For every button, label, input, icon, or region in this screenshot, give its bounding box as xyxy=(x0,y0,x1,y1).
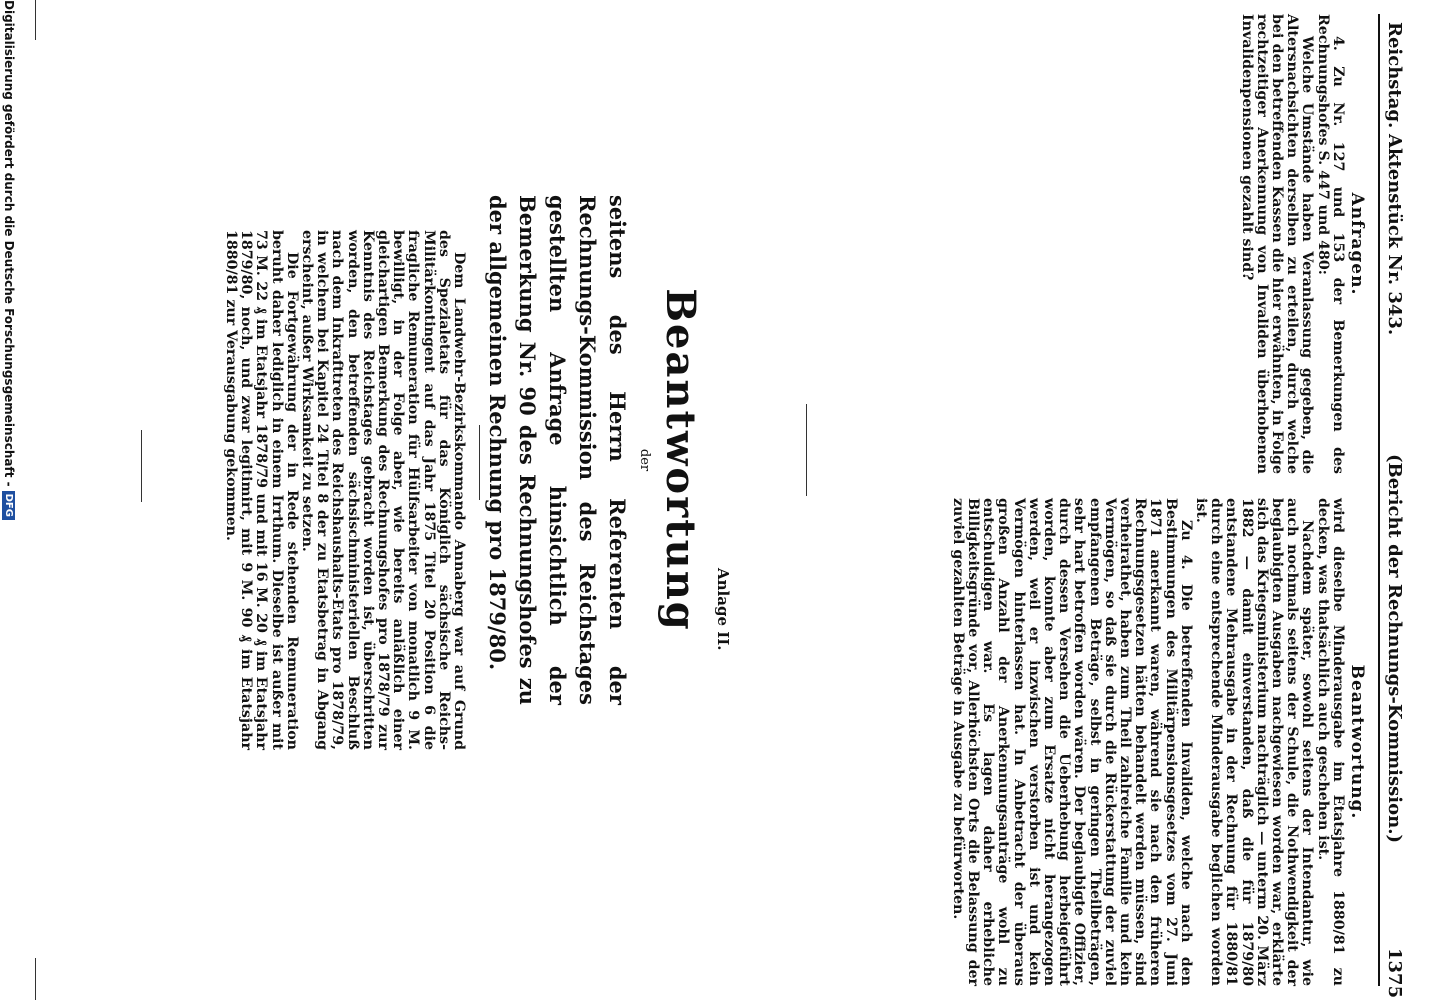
right-column xyxy=(949,498,1367,986)
page-number: 1375 xyxy=(1384,948,1405,999)
right-paragraph: wird dieselbe Minderausgabe im Etatsjahre 1880/81 zu decken, was thatsächlich auch geschehen ist. xyxy=(1314,498,1346,986)
anlage-title: Beantwortung xyxy=(657,288,704,632)
divider-rule xyxy=(479,425,480,500)
divider-rule xyxy=(141,430,142,502)
left-paragraph: 4. Zu Nr. 127 und 153 der Bemerkungen des Rechnungshofes S. 447 und 480: xyxy=(1314,14,1346,474)
header-left: Reichstag. xyxy=(1384,22,1405,129)
dfg-logo-icon: DFG xyxy=(2,491,15,520)
left-column xyxy=(1238,14,1367,474)
divider-rule xyxy=(806,404,807,496)
corner-rule xyxy=(35,958,36,1000)
right-paragraph: Zu 4. Die betreffenden Invaliden, welche nach den Bestimmungen des Militärpensionsgesetzes vom 27. Juni 1871 anerkannt waren, während sie nach den früheren Rechnungsgesetzen hätten behandelt werden müssen, sind verheirathet, haben zum Theil zahlreiche Familie und kein Vermögen, so daß sie durch die Rückerstattung der zuviel empfangenen Beträge, selbst in geringen Theilbeträgen, sehr hart betroffen worden wären. Der beglaubigte Offizier, durch dessen Versehen die Ueberhebung herbeigeführt worden, konnte aber zum Ersatze nicht herangezogen werden, weil er inzwischen verstorben ist und kein Vermögen hinterlassen hat. In Anbetracht der überaus großen Anzahl der Anerkennungsanträge wohl zu entschuldigen war. Es lagen daher erhebliche Billigkeitsgründe vor, Allerhöchsten Orts die Belassung der zuviel gezahlten Beträge in Ausgabe zu befürworten. xyxy=(949,498,1194,986)
left-paragraph: Welche Umstände haben Veranlassung gegeben, die Altersnachsichten derselben zu erteilen, durch welche bei den betreffenden Kassen die hier erwähnten, in Folge rechtzeitiger Anerkennung von Invaliden überhobenen Invalidenpensionen gezahlt sind? xyxy=(1238,14,1316,474)
anlage-body xyxy=(223,230,466,750)
corner-rule xyxy=(35,0,36,40)
header-right-paren: (Bericht der Rechnungs-Kommission.) xyxy=(1384,454,1405,843)
digitization-footer xyxy=(2,0,16,1000)
anlage-subtitle: seitens des Herrn Referenten der Rechnungs-Kommission des Reichstages gestellten Anfrage hinsichtlich der Bemerkung Nr. 90 des Rechnungshofes zu der allgemeinen Rechnung pro 1879/80. xyxy=(485,195,630,705)
anlage-label: Anlage II. xyxy=(714,568,732,651)
header-center: Aktenstück Nr. 343. xyxy=(1384,134,1405,336)
anlage-der: der xyxy=(637,448,652,472)
anlage-paragraph: Die Fortgewährung der in Rede stehenden Remuneration beruht daher lediglich in einem Irrthum. Dieselbe ist außer mit 73 M. 22 ₰ im Etatsjahr 1878/79 und mit 16 M. 20 ₰ im Etatsjahr 1879/80, noch, und zwar legitimirt, mit 9 M. 90 ₰ im Etatsjahr 1880/81 zur Verausgabung gekommen. xyxy=(222,230,300,750)
left-column-heading: Anfragen. xyxy=(1347,192,1367,296)
right-paragraph: Nachdem später, sowohl seitens der Intendantur, wie auch nochmals seitens der Schule, die Nothwendigkeit der beglaubigten Ausgaben nachgewiesen worden war, erklärte sich das Kriegsministerium nachträglich — unterm 20. März 1882 — damit einverstanden, daß die für 1879/80 entstandene Mehrausgabe in der Rechnung für 1880/81 durch eine entsprechende Minderausgabe beglichen worden ist. xyxy=(1192,498,1316,986)
right-column-heading: Beantwortung. xyxy=(1347,664,1367,820)
anlage-paragraph: Dem Landwehr-Bezirkskommando Annaberg war auf Grund des Spezialetats für das Königlich sächsische Reichs-Militärkontingent auf das Jahr 1875 Titel 20 Position 6 die fragliche Remuneration für Hülfsarbeiter von monatlich 9 M. bewilligt, in der Folge aber, wie bereits anläßlich einer gleichartigen Bemerkung des Rechnungshofes pro 1878/79 zur Kenntnis des Reichstages gebracht worden ist, überschritten worden, den betreffenden sächsischministeriellen Beschluß nach dem Inkrafttreten des Reichshaushalts-Etats pro 1878/79, in welchem bei Kapitel 24 Titel 8 der zu Etatsbetrag in Abgang erscheint, außer Wirksamkeit zu setzen. xyxy=(298,230,467,750)
running-header xyxy=(1378,14,1410,999)
footer-text: Digitalisierung gefördert durch die Deutsche Forschungsgemeinschaft - xyxy=(2,0,16,487)
